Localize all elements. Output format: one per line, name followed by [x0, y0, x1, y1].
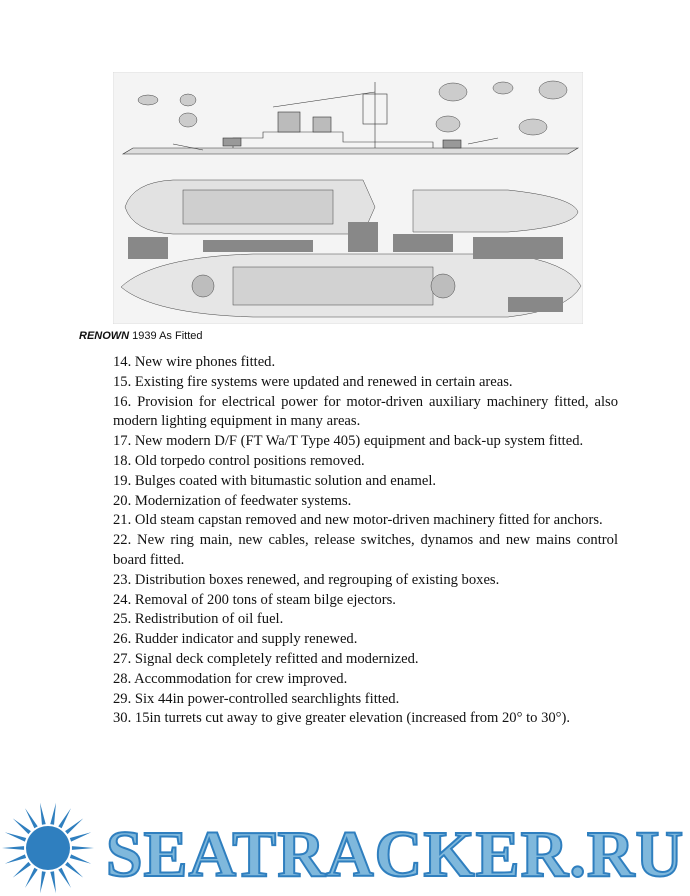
sun-ray — [5, 832, 26, 841]
sun-ray — [5, 854, 26, 863]
sun-ray — [72, 846, 94, 850]
watermark-text: SEATRACKER.RU — [105, 818, 685, 891]
sun-ray — [58, 808, 71, 828]
sun-logo-icon — [2, 803, 94, 894]
sun-ray — [13, 862, 31, 878]
sun-ray — [65, 818, 83, 834]
sun-ray — [70, 832, 91, 841]
list-item: 28. Accommodation for crew improved. — [113, 670, 348, 687]
caption-text: 1939 As Fitted — [129, 330, 203, 342]
sun-ray — [50, 803, 56, 825]
site-watermark — [0, 796, 690, 896]
sun-ray — [58, 868, 71, 888]
sun-ray — [13, 818, 31, 834]
list-item: 16. Provision for electrical power for motor-driven auxiliary machinery fitted, also modern lighting equipment in many areas. — [113, 393, 618, 430]
sun-ray — [25, 868, 38, 888]
sun-ray — [50, 871, 56, 893]
list-item: 30. 15in turrets cut away to give greater elevation (increased from 20° to 30°). — [113, 710, 571, 727]
list-item: 15. Existing fire systems were updated and renewed in certain areas. — [113, 373, 513, 390]
list-item: 19. Bulges coated with bitumastic solution and enamel. — [113, 472, 437, 489]
list-item: 27. Signal deck completely refitted and modernized. — [113, 650, 419, 667]
list-item: 26. Rudder indicator and supply renewed. — [113, 631, 358, 648]
list-item: 29. Six 44in power-controlled searchlights fitted. — [113, 690, 400, 707]
list-item: 21. Old steam capstan removed and new motor-driven machinery fitted for anchors. — [113, 512, 603, 529]
list-item: 22. New ring main, new cables, release switches, dynamos and new mains control board fitted. — [113, 532, 618, 568]
modification-list — [113, 353, 618, 729]
list-item: 14. New wire phones fitted. — [113, 354, 276, 370]
sun-ray — [40, 803, 46, 825]
caption-ship-name: RENOWN — [79, 330, 130, 342]
list-item: 23. Distribution boxes renewed, and regrouping of existing boxes. — [113, 571, 500, 588]
sun-ray — [2, 846, 24, 850]
list-item: 18. Old torpedo control positions removed. — [113, 452, 365, 469]
ship-plan-drawing — [113, 72, 583, 324]
sun-ray — [25, 808, 38, 828]
figure-caption — [79, 330, 203, 342]
list-item: 17. New modern D/F (FT Wa/T Type 405) equipment and back-up system fitted. — [113, 433, 584, 450]
sun-ray — [70, 854, 91, 863]
list-item: 24. Removal of 200 tons of steam bilge ejectors. — [113, 591, 396, 608]
list-item: 20. Modernization of feedwater systems. — [113, 492, 352, 509]
list-item: 25. Redistribution of oil fuel. — [113, 611, 284, 628]
sun-ray — [40, 871, 46, 893]
sun-ray — [65, 862, 83, 878]
